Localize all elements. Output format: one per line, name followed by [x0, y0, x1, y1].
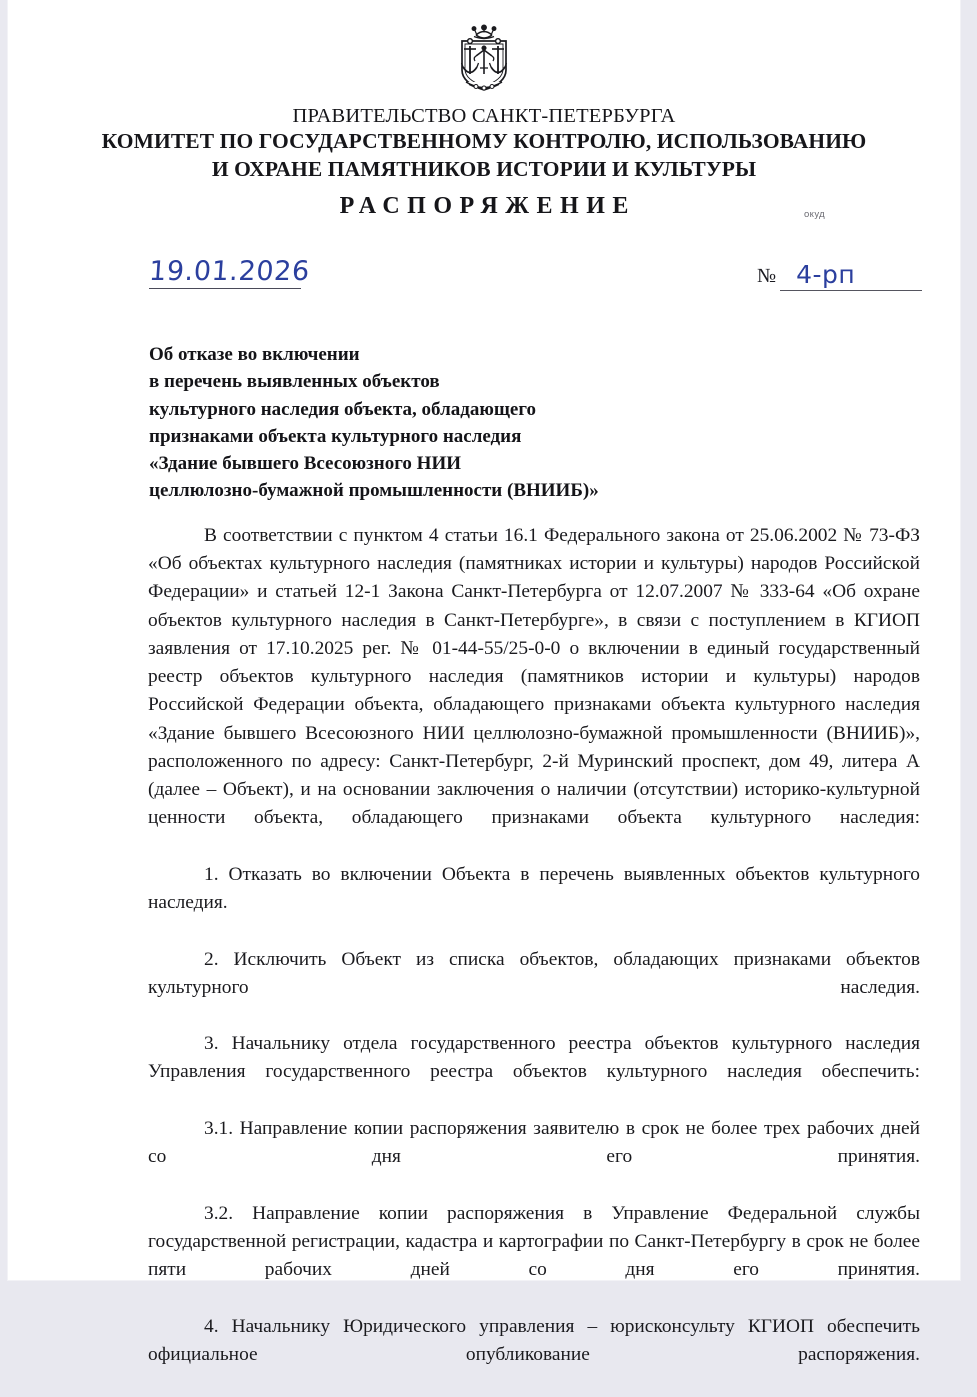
document-date-value: 19.01.2026 [148, 256, 311, 287]
document-meta-row [8, 258, 960, 314]
subject-line: «Здание бывшего Всесоюзного НИИ [149, 453, 461, 474]
body-paragraph: 4. Начальнику Юридического управления – юрисконсульту КГИОП обеспечить официальное опубликование распоряжения. [148, 1315, 920, 1365]
body-paragraph: 1. Отказать во включении Объекта в перечень выявленных объектов культурного наследия. [148, 863, 920, 914]
okud-label: окуд [804, 209, 826, 220]
document-body [148, 522, 920, 1397]
subject-line: культурного наследия объекта, обладающего [149, 398, 536, 420]
date-rule [149, 288, 301, 289]
document-subject [149, 341, 789, 505]
emblem-container [8, 22, 960, 102]
document-type-title: РАСПОРЯЖЕНИЕ [339, 193, 636, 220]
body-paragraph: 3.1. Направление копии распоряжения заявителю в срок не более трех рабочих дней со дня его принятия. [148, 1117, 920, 1168]
document-number-value: 4-рп [796, 260, 856, 289]
document-number-field [757, 262, 922, 291]
number-sign: № [757, 265, 777, 287]
government-line: ПРАВИТЕЛЬСТВО САНКТ-ПЕТЕРБУРГА [292, 105, 676, 127]
saint-petersburg-coat-of-arms-icon [440, 22, 528, 102]
committee-line-2: И ОХРАНЕ ПАМЯТНИКОВ ИСТОРИИ И КУЛЬТУРЫ [211, 157, 757, 182]
subject-line: в перечень выявленных объектов [149, 371, 440, 393]
document-page [8, 0, 960, 1365]
body-paragraph: 3. Начальнику отдела государственного реестра объектов культурного наследия Управления государственного реестра объектов культурного наследия обеспечить: [148, 1033, 920, 1083]
document-date-field [149, 258, 321, 289]
body-paragraph: 3.2. Направление копии распоряжения в Управление Федеральной службы государственной регистрации, кадастра и картографии по Санкт-Петербургу в срок не более пяти рабочих дней со дня его принятия. [148, 1202, 920, 1281]
subject-line: признаками объекта культурного наследия [149, 425, 522, 447]
number-rule [780, 290, 922, 291]
document-header [8, 104, 960, 220]
subject-line: Об отказе во включении [149, 344, 360, 365]
body-paragraph: 2. Исключить Объект из списка объектов, обладающих признаками объектов культурного наследия. [148, 948, 920, 998]
body-paragraph: В соответствии с пунктом 4 статьи 16.1 Федерального закона от 25.06.2002 № 73-ФЗ «Об объектах культурного наследия (памятниках истории и культуры) народов Российской Федерации» и статьей 12-1 Закона Санкт-Петербурга от 12.07.2007 № 333-64 «Об охране объектов культурного наследия в Санкт-Петербурге», в связи с поступлением в КГИОП заявления от 17.10.2025 рег. № 01-44-55/25-0-0 о включении в единый государственный реестр объектов культурного наследия (памятников истории и культуры) народов Российской Федерации объекта, обладающего признаками объекта культурного наследия «Здание бывшего Всесоюзного НИИ целлюлозно-бумажной промышленности (ВНИИБ)», расположенного по адресу: Санкт-Петербург, 2-й Муринский проспект, дом 49, литера А (далее – Объект), и на основании заключения о наличии (отсутствии) историко-культурной ценности объекта, обладающего признаками объекта культурного наследия: [148, 525, 920, 829]
subject-line: целлюлозно-бумажной промышленности (ВНИИБ)» [149, 480, 599, 502]
committee-line-1: КОМИТЕТ ПО ГОСУДАРСТВЕННОМУ КОНТРОЛЮ, ИСПОЛЬЗОВАНИЮ [101, 129, 867, 154]
